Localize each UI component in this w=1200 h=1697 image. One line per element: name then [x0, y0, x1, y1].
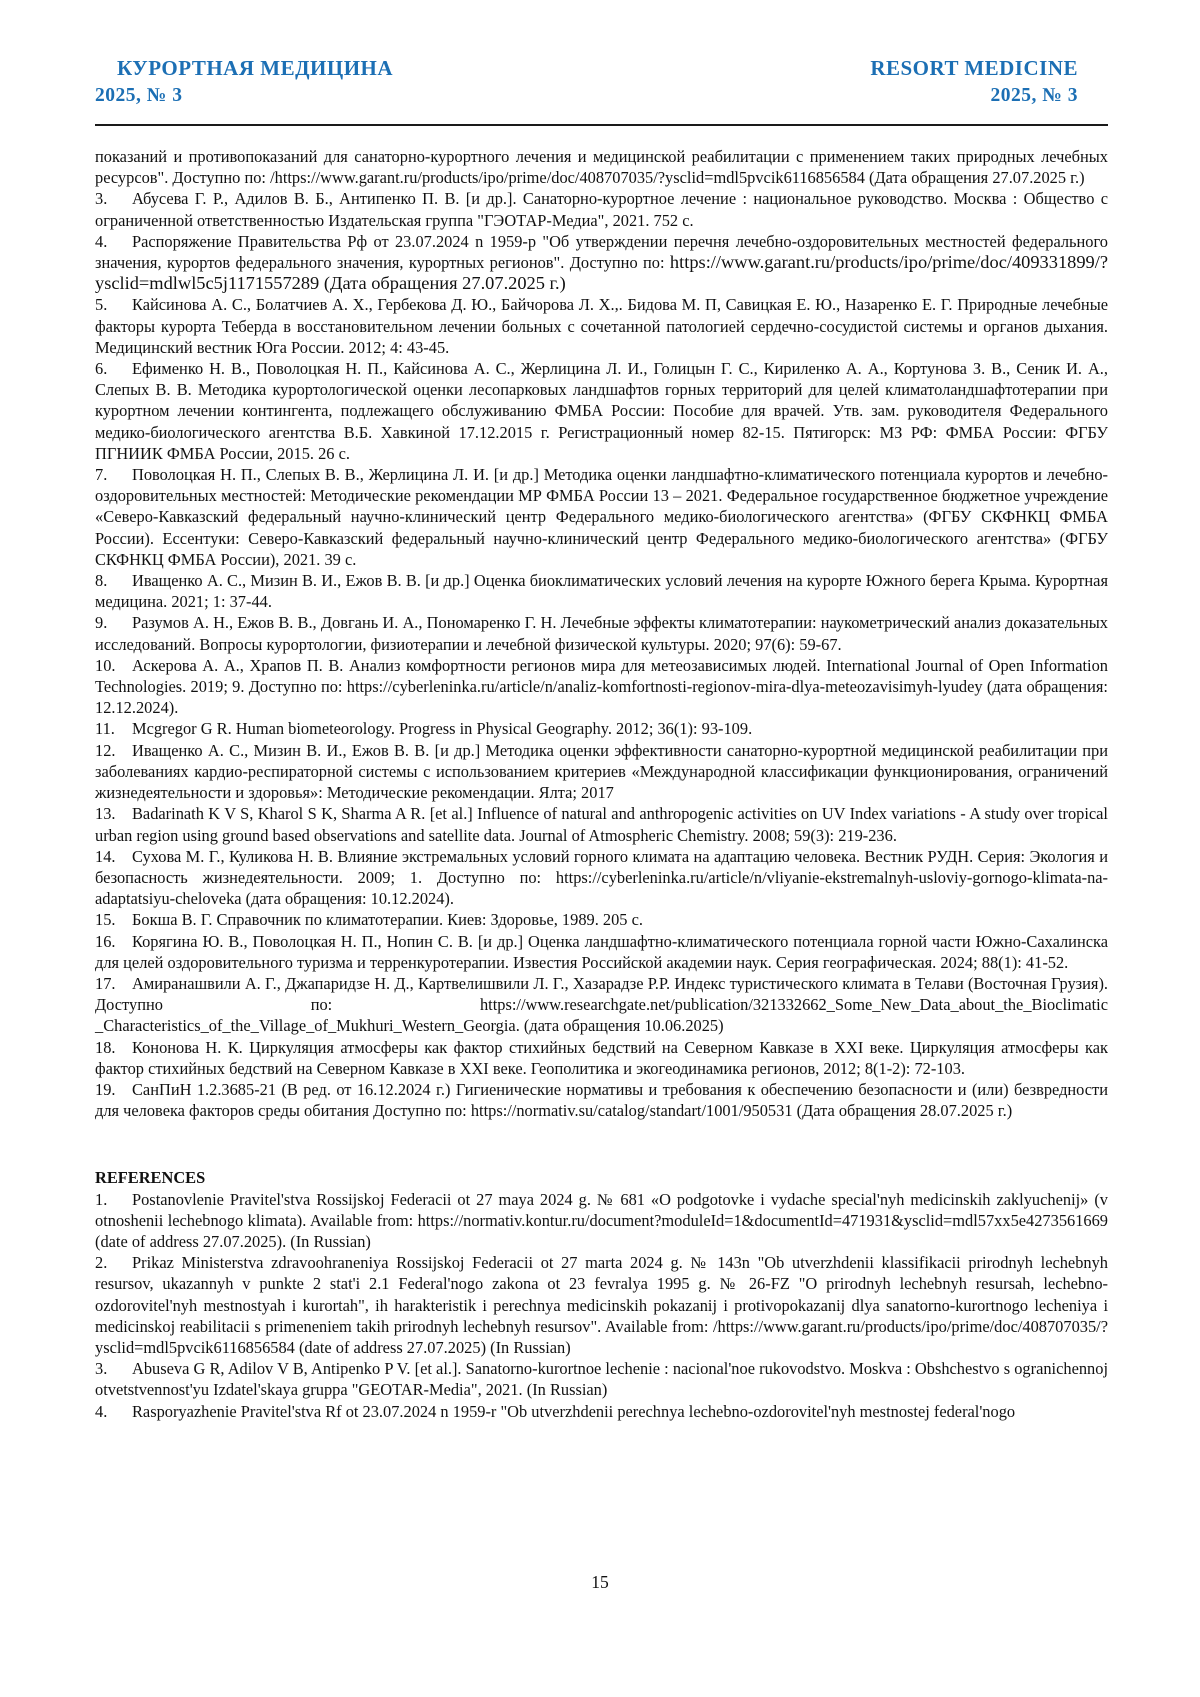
reference-item [95, 464, 1108, 570]
reference-item [95, 294, 1108, 358]
reference-text: Rasporyazhenie Pravitel'stva Rf ot 23.07.2024 n 1959-r "Ob utverzhdenii perechnya lechebno-ozdorovitel'nyh mestnostej federal'nogo [132, 1401, 1016, 1421]
reference-text: Abuseva G R, Adilov V B, Antipenko P V. [et al.]. Sanatorno-kurortnoe lechenie : nacional'noe rukovodstvo. Moskva : Obshchestvo s ogranichennoj otvetstvennost'yu Izdatel'skaya gruppa "GEOTAR-Media", 2021. (In Russian) [95, 1359, 1108, 1400]
reference-text: https://www.garant.ru/products/ipo/prime/doc/409331899/?ysclid=mdlwl5c5j1171557289 (Дата обращения 27.07.2025 г.) [95, 252, 1108, 294]
reference-text: Mcgregor G R. Human biometeorology. Progress in Physical Geography. 2012; 36(1): 93-109. [132, 719, 753, 739]
reference-item [95, 973, 1108, 1037]
reference-number: 11. [95, 719, 115, 739]
reference-item [95, 1401, 1108, 1422]
reference-number: 16. [95, 931, 116, 951]
reference-number: 18. [95, 1037, 116, 1057]
reference-text: Prikaz Ministerstva zdravoohraneniya Rossijskoj Federacii ot 27 marta 2024 g. № 143n "Ob utverzhdenii klassifikacii prirodnyh lechebnyh resursov, ukazannyh v punkte 2 stat'i 2.1 Federal'nogo zakona ot 23 fevralya 1995 g. № 26-FZ "O prirodnyh lechebnyh resursah, lechebno-ozdorovitel'nyh mestnostyah i kurortah", ih harakteristik i perechnya medicinskih pokazanij i protivopokazanij dlya sanatorno-kurortnogo lecheniya i medicinskoj reabilitacii s primeneniem takih prirodnyh lechebnyh resursov". Available from: /https://www.garant.ru/products/ipo/prime/doc/408707035/?ysclid=mdl5pvcik6116856584 (date of address 27.07.2025) (In Russian) [95, 1253, 1108, 1357]
reference-text: Амиранашвили А. Г., Джапаридзе Н. Д., Картвелишвили Л. Г., Хазарадзе Р.Р. Индекс туристического климата в Телави (Восточная Грузия). Доступно по: https://www.researchgate.net/publication/321332662_Some_New_Data_about_the_Bioclimatic _Characteristics_of_the_Village_of_Mukhuri_Western_Georgia. (дата обращения 10.06.2025) [95, 973, 1108, 1036]
reference-number: 12. [95, 740, 116, 760]
reference-number: 9. [95, 613, 108, 633]
reference-item [95, 803, 1108, 845]
reference-text: Иващенко А. С., Мизин В. И., Ежов В. В. [и др.] Оценка биоклиматических условий лечения на курорте Южного берега Крыма. Курортная медицина. 2021; 1: 37-44. [95, 571, 1108, 612]
references-heading: REFERENCES [95, 1168, 206, 1188]
reference-text: Иващенко А. С., Мизин В. И., Ежов В. В. [и др.] Методика оценки эффективности санаторно-курортной медицинской реабилитации при заболеваниях кардио-респираторной системы с использованием критериев «Международной классификации функционирования, ограничений жизнедеятельности и здоровья»: Методические рекомендации. Ялта; 2017 [95, 740, 1108, 803]
reference-item [95, 570, 1108, 612]
header-left [95, 56, 393, 107]
reference-item [95, 655, 1108, 719]
reference-number: 17. [95, 973, 116, 993]
reference-number: 3. [95, 189, 108, 209]
reference-item [95, 1037, 1108, 1079]
reference-number: 2. [95, 1253, 108, 1273]
reference-text: Распоряжение Правительства Рф от 23.07.2024 n 1959-р "Об утверждении перечня лечебно-оздоровительных местностей федерального значения, курортов федерального значения, курортных регионов". Доступно по: [95, 231, 1108, 273]
reference-text: Поволоцкая Н. П., Слепых В. В., Жерлицина Л. И. [и др.] Методика оценки ландшафтно-климатического потенциала курортов и лечебно-оздоровительных местностей: Методические рекомендации МР ФМБА России 13 – 2021. Федеральное государственное бюджетное учреждение «Северо-Кавказский федеральный научно-клинический центр Федерального медико-биологического агентства» (ФГБУ СКФНКЦ ФМБА России). Ессентуки: Северо-Кавказский федеральный научно-клинический центр Федерального медико-биологического агентства» (ФГБУ СКФНКЦ ФМБА России), 2021. 39 с. [95, 465, 1108, 569]
reference-number: 1. [95, 1189, 108, 1209]
references-list-english [95, 1189, 1108, 1422]
reference-text: Разумов А. Н., Ежов В. В., Довгань И. А., Пономаренко Г. Н. Лечебные эффекты климатотерапии: наукометрический анализ доказательных исследований. Вопросы курортологии, физиотерапии и лечебной физической культуры. 2020; 97(6): 59-67. [95, 613, 1108, 654]
reference-item [95, 931, 1108, 973]
journal-issue-ru: 2025, № 3 [95, 85, 183, 106]
reference-item [95, 718, 1108, 739]
reference-text: Аскерова А. А., Храпов П. В. Анализ комфортности регионов мира для метеозависимых людей. International Journal of Open Information Technologies. 2019; 9. Доступно по: https://cyberleninka.ru/article/n/analiz-komfortnosti-regionov-mira-dlya-meteozavisimyh-lyudey (дата обращения: 12.12.2024). [95, 655, 1108, 718]
reference-number: 6. [95, 359, 108, 379]
header-right [870, 56, 1108, 107]
reference-item [95, 231, 1108, 295]
journal-issue-en: 2025, № 3 [990, 85, 1078, 106]
reference-item [95, 740, 1108, 804]
journal-title-ru: КУРОРТНАЯ МЕДИЦИНА [117, 56, 394, 80]
reference-text: Ефименко Н. В., Поволоцкая Н. П., Кайсинова А. С., Жерлицина Л. И., Голицын Г. С., Кириленко А. А., Кортунова З. В., Сеник И. А., Слепых В. В. Методика курортологической оценки лесопарковых ландшафтов горных территорий для целей климатоландшафтотерапии при курортном лечении контингента, подлежащего обслуживанию ФМБА России: Пособие для врачей. Утв. зам. руководителя Федерального медико-биологического агентства В.Б. Хавкиной 17.12.2015 г. Регистрационный номер 82-15. Пятигорск: МЗ РФ: ФМБА России: ФГБУ ПГНИИК ФМБА России, 2015. 26 с. [95, 359, 1108, 463]
references-list-russian [95, 188, 1108, 1121]
references-content [95, 146, 1108, 1422]
reference-number: 8. [95, 571, 108, 591]
reference-text: Бокша В. Г. Справочник по климатотерапии. Киев: Здоровье, 1989. 205 с. [132, 910, 643, 930]
reference-text: Postanovlenie Pravitel'stva Rossijskoj Federacii ot 27 maya 2024 g. № 681 «O podgotovke i vydache special'nyh medicinskih zaklyuchenij» (v otnoshenii lechebnogo klimata). Available from: https://normativ.kontur.ru/document?moduleId=1&documentId=471931&ysclid=mdl57xx5e4273561669 (date of address 27.07.2025). (In Russian) [95, 1189, 1108, 1251]
reference-item [95, 1189, 1108, 1253]
header-divider [95, 124, 1108, 126]
reference-text: Корягина Ю. В., Поволоцкая Н. П., Нопин С. В. [и др.] Оценка ландшафтно-климатического потенциала горной части Южно-Сахалинска для целей оздоровительного туризма и терренкуротерапии. Известия Российской академии наук. Серия географическая. 2024; 88(1): 41-52. [95, 931, 1108, 972]
reference-text: Кайсинова А. С., Болатчиев А. Х., Гербекова Д. Ю., Байчорова Л. Х.,. Бидова М. П, Савицкая Е. Ю., Назаренко Е. Г. Природные лечебные факторы курорта Теберда в восстановительном лечении больных с сочетанной патологией сердечно-сосудистой системы и органов дыхания. Медицинский вестник Юга России. 2012; 4: 43-45. [95, 295, 1108, 357]
reference-number: 4. [95, 231, 108, 251]
reference-item [95, 846, 1108, 910]
reference-item [95, 188, 1108, 230]
reference-number: 5. [95, 295, 108, 315]
reference-number: 10. [95, 655, 116, 675]
page-header [95, 56, 1108, 107]
reference-item [95, 1358, 1108, 1400]
reference-item [95, 909, 1108, 930]
reference-item [95, 1079, 1108, 1121]
reference-text: СанПиН 1.2.3685-21 (В ред. от 16.12.2024 г.) Гигиенические нормативы и требования к обеспечению безопасности и (или) безвредности для человека факторов среды обитания Доступно по: https://normativ.su/catalog/standart/1001/950531 (Дата обращения 28.07.2025 г.) [95, 1079, 1108, 1121]
reference-number: 14. [95, 846, 116, 866]
reference-number: 7. [95, 465, 108, 485]
page-number: 15 [591, 1572, 609, 1592]
reference-item [95, 358, 1108, 464]
reference-number: 19. [95, 1079, 116, 1099]
reference-number: 3. [95, 1359, 108, 1379]
reference-number: 13. [95, 804, 116, 824]
reference-item [95, 1252, 1108, 1358]
reference-number: 4. [95, 1401, 108, 1421]
reference-text: Кононова Н. К. Циркуляция атмосферы как фактор стихийных бедствий на Северном Кавказе в XXI веке. Циркуляция атмосферы как фактор стихийных бедствий на Северном Кавказе в XXI веке. Геополитика и экогеодинамика регионов, 2012; 8(1-2): 72-103. [95, 1037, 1108, 1078]
reference-text: Абусева Г. Р., Адилов В. Б., Антипенко П. В. [и др.]. Санаторно-курортное лечение : национальное руководство. Москва : Общество с ограниченной ответственностью Издательская группа "ГЭОТАР-Медиа", 2021. 752 с. [95, 189, 1108, 230]
reference-item [95, 612, 1108, 654]
journal-title-en: RESORT MEDICINE [870, 56, 1078, 80]
reference-number: 15. [95, 910, 116, 930]
reference-text: Badarinath K V S, Kharol S K, Sharma A R. [et al.] Influence of natural and anthropogenic activities on UV Index variations - A study over tropical urban region using ground based observations and satellite data. Journal of Atmospheric Chemistry. 2008; 59(3): 219-236. [95, 804, 1108, 845]
reference-text: Сухова М. Г., Куликова Н. В. Влияние экстремальных условий горного климата на адаптацию человека. Вестник РУДН. Серия: Экология и безопасность жизнедеятельности. 2009; 1. Доступно по: https://cyberleninka.ru/article/n/vliyanie-ekstremalnyh-usloviy-gornogo-klimata-na-adaptatsiyu-cheloveka (дата обращения: 10.12.2024). [95, 846, 1108, 909]
reference-continuation: показаний и противопоказаний для санаторно-курортного лечения и медицинской реабилитации с применением таких природных лечебных ресурсов". Доступно по: /https://www.garant.ru/products/ipo/prime/doc/408707035/?ysclid=mdl5pvcik6116856584 (Дата обращения 27.07.2025 г.) [95, 147, 1108, 188]
